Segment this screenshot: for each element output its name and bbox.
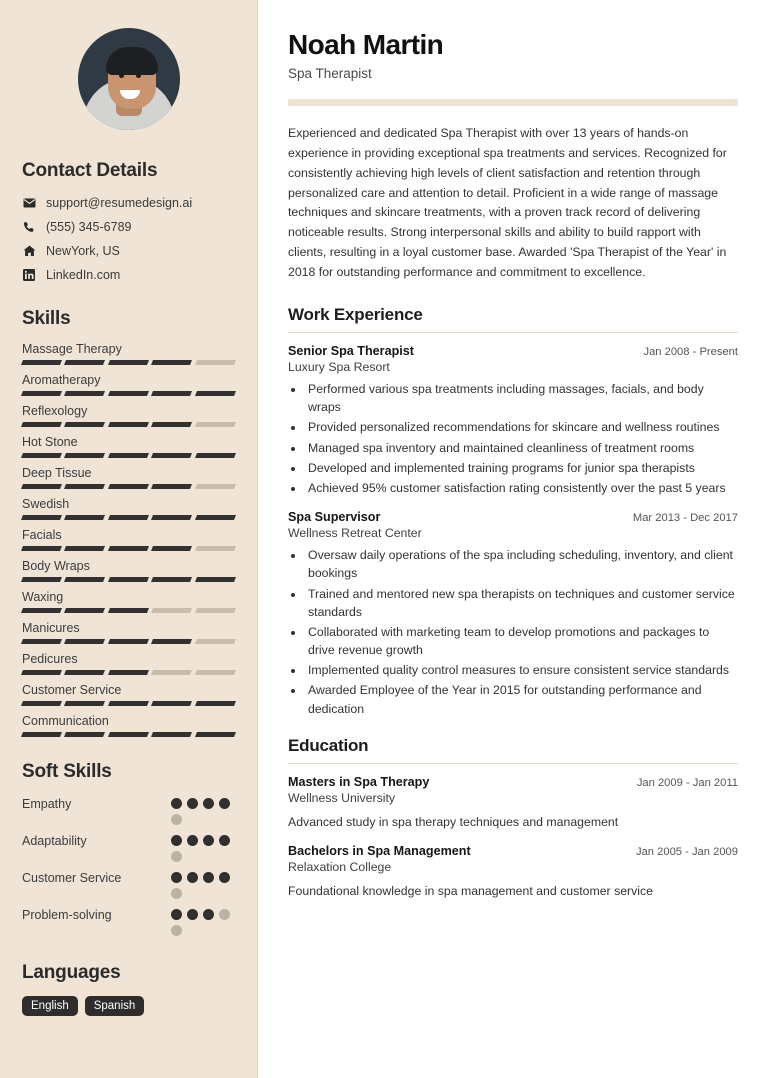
soft-skill-item	[22, 832, 235, 862]
skill-segment	[64, 732, 105, 737]
entry-header	[288, 344, 738, 358]
responsibility-item: • Oversaw daily operations of the spa including scheduling, inventory, and client bookings	[305, 546, 738, 582]
skill-level-bar	[22, 391, 235, 396]
skill-label: Massage Therapy	[22, 342, 122, 356]
soft-skill-item	[22, 906, 235, 936]
work-entries	[288, 344, 738, 718]
skill-item	[22, 497, 235, 520]
skill-segment	[21, 608, 62, 613]
skill-item	[22, 466, 235, 489]
education-description: Advanced study in spa therapy techniques and management	[288, 814, 619, 829]
rating-dot	[187, 872, 198, 883]
skill-level-bar	[22, 453, 235, 458]
section-divider	[288, 332, 738, 333]
rating-dot	[187, 835, 198, 846]
skill-segment	[21, 639, 62, 644]
language-badge: Spanish	[85, 996, 145, 1016]
skill-segment	[108, 391, 149, 396]
rating-dot	[219, 835, 230, 846]
skill-segment	[195, 422, 236, 427]
main-content	[258, 0, 768, 1078]
skill-segment	[21, 732, 62, 737]
rating-dot	[203, 872, 214, 883]
sidebar	[0, 0, 258, 1078]
skill-item	[22, 652, 235, 675]
skill-segment	[21, 360, 62, 365]
job-date-range: Jan 2008 - Present	[643, 346, 738, 359]
contact-email-value: support@resumedesign.ai	[46, 196, 193, 210]
skill-segment	[151, 391, 192, 396]
skill-label: Facials	[22, 528, 62, 542]
rating-dot	[187, 798, 198, 809]
skill-item	[22, 528, 235, 551]
skill-segment	[64, 484, 105, 489]
work-experience-section	[288, 305, 738, 718]
skill-segment	[195, 515, 236, 520]
skill-segment	[151, 670, 192, 675]
languages-list	[22, 996, 235, 1016]
education-description: Foundational knowledge in spa management and customer service	[288, 884, 654, 899]
skill-segment	[64, 546, 105, 551]
contact-list	[22, 196, 235, 282]
rating-dot	[171, 798, 182, 809]
skills-list	[22, 342, 235, 737]
soft-skill-rating	[171, 869, 235, 899]
skill-segment	[108, 670, 149, 675]
contact-item-email[interactable]	[22, 196, 235, 210]
skill-item	[22, 621, 235, 644]
skill-level-bar	[22, 577, 235, 582]
skill-label: Aromatherapy	[22, 373, 101, 387]
skill-label: Swedish	[22, 497, 70, 511]
skill-segment	[108, 422, 149, 427]
employer-name: Wellness Retreat Center	[288, 526, 422, 541]
skill-segment	[151, 577, 192, 582]
skill-segment	[21, 701, 62, 706]
skill-label: Communication	[22, 714, 109, 728]
skill-segment	[151, 453, 192, 458]
skill-segment	[195, 732, 236, 737]
skill-segment	[21, 515, 62, 520]
skill-segment	[64, 608, 105, 613]
skill-segment	[195, 484, 236, 489]
job-title: Spa Supervisor	[288, 510, 381, 525]
skill-segment	[151, 732, 192, 737]
rating-dot	[219, 798, 230, 809]
entry-header	[288, 844, 738, 858]
institution-name: Relaxation College	[288, 860, 392, 875]
skill-segment	[108, 360, 149, 365]
skill-segment	[195, 577, 236, 582]
work-entry	[288, 510, 738, 718]
soft-skill-item	[22, 869, 235, 899]
responsibility-item: • Performed various spa treatments including massages, facials, and body wraps	[305, 380, 738, 416]
skill-segment	[151, 484, 192, 489]
education-entry	[288, 775, 738, 831]
skill-label: Manicures	[22, 621, 80, 635]
skill-segment	[195, 360, 236, 365]
rating-dot	[187, 909, 198, 920]
soft-skill-label: Customer Service	[22, 871, 122, 885]
skill-label: Deep Tissue	[22, 466, 92, 480]
skill-level-bar	[22, 422, 235, 427]
skill-segment	[108, 608, 149, 613]
soft-skills-list	[22, 795, 235, 936]
contact-linkedin-value: LinkedIn.com	[46, 268, 121, 282]
soft-skill-label: Empathy	[22, 797, 72, 811]
skill-segment	[21, 577, 62, 582]
skill-segment	[151, 639, 192, 644]
skill-level-bar	[22, 515, 235, 520]
skill-segment	[64, 670, 105, 675]
skill-segment	[108, 546, 149, 551]
education-date-range: Jan 2005 - Jan 2009	[635, 846, 738, 859]
skill-segment	[108, 484, 149, 489]
languages-heading: Languages	[22, 962, 121, 983]
skill-segment	[64, 639, 105, 644]
rating-dot	[203, 835, 214, 846]
rating-dot	[219, 872, 230, 883]
skill-level-bar	[22, 670, 235, 675]
skill-segment	[108, 577, 149, 582]
skill-level-bar	[22, 484, 235, 489]
skill-level-bar	[22, 360, 235, 365]
soft-skill-label: Problem-solving	[22, 908, 112, 922]
responsibility-item: • Implemented quality control measures to ensure consistent service standards	[305, 661, 738, 679]
skill-segment	[195, 608, 236, 613]
skill-segment	[108, 732, 149, 737]
skill-item	[22, 559, 235, 582]
skill-segment	[195, 546, 236, 551]
skill-level-bar	[22, 639, 235, 644]
skill-segment	[151, 608, 192, 613]
skills-heading: Skills	[22, 308, 71, 329]
institution-name: Wellness University	[288, 790, 396, 805]
work-entry	[288, 344, 738, 497]
skill-label: Customer Service	[22, 683, 122, 697]
employer-name: Luxury Spa Resort	[288, 360, 390, 375]
skill-segment	[21, 546, 62, 551]
responsibility-item: • Awarded Employee of the Year in 2015 for outstanding performance and dedication	[305, 681, 738, 717]
contact-location-value: NewYork, US	[46, 244, 120, 258]
skill-level-bar	[22, 546, 235, 551]
rating-dot	[171, 888, 182, 899]
responsibility-item: • Trained and mentored new spa therapists on techniques and customer service standards	[305, 585, 738, 621]
rating-dot	[219, 909, 230, 920]
skill-segment	[195, 670, 236, 675]
responsibility-list	[305, 380, 738, 497]
work-experience-heading: Work Experience	[288, 305, 423, 325]
skill-label: Waxing	[22, 590, 64, 604]
language-badge: English	[22, 996, 78, 1016]
skill-segment	[64, 391, 105, 396]
skill-item	[22, 404, 235, 427]
education-date-range: Jan 2009 - Jan 2011	[636, 776, 738, 789]
responsibility-item: • Managed spa inventory and maintained cleanliness of treatment rooms	[305, 439, 738, 457]
skill-segment	[151, 360, 192, 365]
contact-item-linkedin[interactable]	[22, 268, 235, 282]
skill-segment	[195, 701, 236, 706]
entry-header	[288, 510, 738, 524]
skill-segment	[108, 701, 149, 706]
responsibility-item: • Developed and implemented training programs for junior spa therapists	[305, 459, 738, 477]
header-divider	[288, 99, 738, 106]
rating-dot	[203, 909, 214, 920]
skill-label: Body Wraps	[22, 559, 90, 573]
skill-level-bar	[22, 701, 235, 706]
skill-level-bar	[22, 608, 235, 613]
rating-dot	[171, 835, 182, 846]
skill-segment	[195, 391, 236, 396]
skill-item	[22, 435, 235, 458]
skill-segment	[108, 639, 149, 644]
skill-segment	[151, 546, 192, 551]
skill-label: Pedicures	[22, 652, 78, 666]
skill-level-bar	[22, 732, 235, 737]
skill-segment	[151, 422, 192, 427]
skill-segment	[151, 701, 192, 706]
skill-segment	[64, 701, 105, 706]
avatar-container	[22, 28, 235, 130]
education-entry	[288, 844, 738, 900]
education-entries	[288, 775, 738, 901]
skill-segment	[21, 422, 62, 427]
job-title: Senior Spa Therapist	[288, 344, 414, 359]
soft-skills-heading: Soft Skills	[22, 761, 112, 782]
skill-item	[22, 373, 235, 396]
job-date-range: Mar 2013 - Dec 2017	[632, 512, 738, 525]
skill-segment	[64, 453, 105, 458]
skill-segment	[21, 453, 62, 458]
skill-item	[22, 342, 235, 365]
skill-segment	[151, 515, 192, 520]
rating-dot	[171, 909, 182, 920]
contact-details-heading: Contact Details	[22, 160, 158, 181]
avatar	[78, 28, 180, 130]
home-icon	[22, 245, 36, 257]
contact-phone-value: (555) 345-6789	[46, 220, 132, 234]
responsibility-item: • Achieved 95% customer satisfaction rating consistently over the past 5 years	[305, 479, 738, 497]
skill-segment	[21, 670, 62, 675]
skill-segment	[64, 577, 105, 582]
responsibility-item: • Collaborated with marketing team to develop promotions and packages to drive revenue growth	[305, 623, 738, 659]
rating-dot	[171, 925, 182, 936]
candidate-role: Spa Therapist	[288, 65, 372, 81]
contact-item-phone[interactable]	[22, 220, 235, 234]
professional-summary: Experienced and dedicated Spa Therapist with over 13 years of hands-on experience in providing exceptional spa treatments and services. Recognized for consistently achieving high levels of client satisfaction and retention through personalized care and attention to detail. Proficient in a wide range of massage techniques and skincare treatments, with a proven track record of delivering noticeable results. Strong interpersonal skills and ability to build rapport with clients, resulting in a loyal customer base. Awarded 'Spa Therapist of the Year' in 2018 for outstanding performance and commitment to excellence.	[288, 125, 727, 280]
skill-segment	[64, 422, 105, 427]
soft-skill-rating	[171, 795, 235, 825]
responsibility-item: • Provided personalized recommendations for skincare and wellness routines	[305, 418, 738, 436]
degree-title: Bachelors in Spa Management	[288, 844, 471, 859]
soft-skill-label: Adaptability	[22, 834, 87, 848]
contact-item-location[interactable]	[22, 244, 235, 258]
skill-segment	[64, 515, 105, 520]
rating-dot	[171, 872, 182, 883]
soft-skill-rating	[171, 832, 235, 862]
education-section	[288, 736, 738, 901]
skill-segment	[64, 360, 105, 365]
skill-label: Hot Stone	[22, 435, 78, 449]
responsibility-list	[305, 546, 738, 718]
linkedin-icon	[22, 269, 36, 281]
skill-segment	[21, 391, 62, 396]
skill-item	[22, 590, 235, 613]
rating-dot	[203, 798, 214, 809]
skill-segment	[108, 515, 149, 520]
section-divider	[288, 763, 738, 764]
skill-item	[22, 683, 235, 706]
skill-item	[22, 714, 235, 737]
skill-label: Reflexology	[22, 404, 88, 418]
skill-segment	[21, 484, 62, 489]
soft-skill-item	[22, 795, 235, 825]
rating-dot	[171, 851, 182, 862]
skill-segment	[195, 639, 236, 644]
degree-title: Masters in Spa Therapy	[288, 774, 430, 789]
entry-header	[288, 775, 738, 789]
envelope-icon	[22, 198, 36, 208]
skill-segment	[108, 453, 149, 458]
candidate-name: Noah Martin	[288, 29, 444, 60]
education-heading: Education	[288, 735, 369, 755]
phone-icon	[22, 221, 36, 233]
skill-segment	[195, 453, 236, 458]
soft-skill-rating	[171, 906, 235, 936]
rating-dot	[171, 814, 182, 825]
